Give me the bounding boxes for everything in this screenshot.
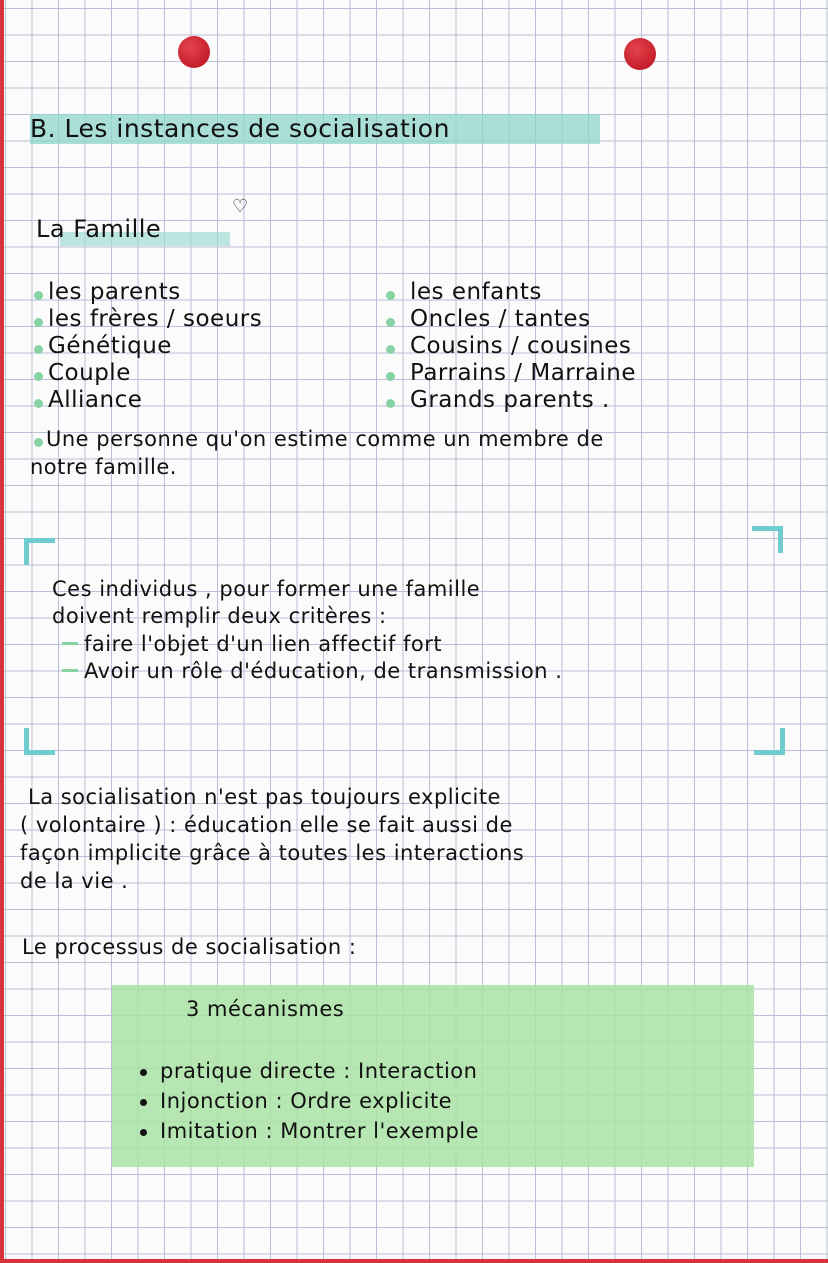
bullet-dot-icon bbox=[386, 399, 395, 408]
mecanismes-title: 3 mécanismes bbox=[186, 997, 345, 1021]
red-bottom-edge bbox=[0, 1259, 828, 1263]
bullet-dot-icon bbox=[386, 345, 395, 354]
famille-note-line: notre famille. bbox=[30, 455, 177, 479]
implicite-line: La socialisation n'est pas toujours explicite bbox=[28, 785, 501, 809]
list-item: Couple bbox=[48, 360, 131, 386]
heart-icon: ♡ bbox=[232, 196, 249, 217]
frame-corner-top-right bbox=[752, 526, 783, 553]
famille-heading: La Famille bbox=[36, 215, 162, 243]
famille-note-line: Une personne qu'on estime comme un membre de bbox=[46, 427, 604, 451]
implicite-line: de la vie . bbox=[20, 869, 129, 893]
red-margin-line bbox=[0, 0, 4, 1263]
list-item: Génétique bbox=[48, 333, 172, 359]
bullet-dot-icon bbox=[34, 399, 43, 408]
list-item: Cousins / cousines bbox=[410, 333, 632, 359]
frame-corner-bottom-left bbox=[24, 728, 55, 755]
bullet-dot-icon bbox=[34, 291, 43, 300]
list-item: les frères / soeurs bbox=[48, 306, 263, 332]
criteres-line: Ces individus , pour former une famille bbox=[52, 577, 481, 601]
bullet-dot-icon bbox=[140, 1069, 147, 1076]
list-item: Oncles / tantes bbox=[410, 306, 591, 332]
bullet-dot-icon bbox=[386, 318, 395, 327]
list-item: les enfants bbox=[410, 279, 542, 305]
bullet-dash-icon bbox=[62, 669, 78, 672]
binder-hole-left bbox=[178, 36, 210, 68]
bullet-dot-icon bbox=[34, 372, 43, 381]
bullet-dot-icon bbox=[140, 1129, 147, 1136]
list-item: Alliance bbox=[48, 387, 143, 413]
implicite-line: façon implicite grâce à toutes les interactions bbox=[20, 841, 525, 865]
mecanisme-item: pratique directe : Interaction bbox=[160, 1059, 478, 1083]
list-item: les parents bbox=[48, 279, 181, 305]
binder-hole-right bbox=[624, 38, 656, 70]
page-title: B. Les instances de socialisation bbox=[30, 114, 450, 143]
mecanisme-item: Imitation : Montrer l'exemple bbox=[160, 1119, 480, 1143]
bullet-dot-icon bbox=[386, 291, 395, 300]
bullet-dash-icon bbox=[62, 642, 78, 645]
frame-corner-bottom-right bbox=[754, 728, 785, 755]
bullet-dot-icon bbox=[34, 438, 43, 447]
bullet-dot-icon bbox=[34, 318, 43, 327]
criteres-item: Avoir un rôle d'éducation, de transmission . bbox=[84, 659, 563, 683]
list-item: Grands parents . bbox=[410, 387, 610, 413]
list-item: Parrains / Marraine bbox=[410, 360, 637, 386]
processus-heading: Le processus de socialisation : bbox=[22, 935, 357, 959]
implicite-line: ( volontaire ) : éducation elle se fait aussi de bbox=[20, 813, 513, 837]
bullet-dot-icon bbox=[140, 1099, 147, 1106]
frame-corner-top-left bbox=[24, 538, 55, 565]
mecanisme-item: Injonction : Ordre explicite bbox=[160, 1089, 453, 1113]
criteres-item: faire l'objet d'un lien affectif fort bbox=[84, 632, 443, 656]
bullet-dot-icon bbox=[34, 345, 43, 354]
criteres-line: doivent remplir deux critères : bbox=[52, 604, 387, 628]
bullet-dot-icon bbox=[386, 372, 395, 381]
